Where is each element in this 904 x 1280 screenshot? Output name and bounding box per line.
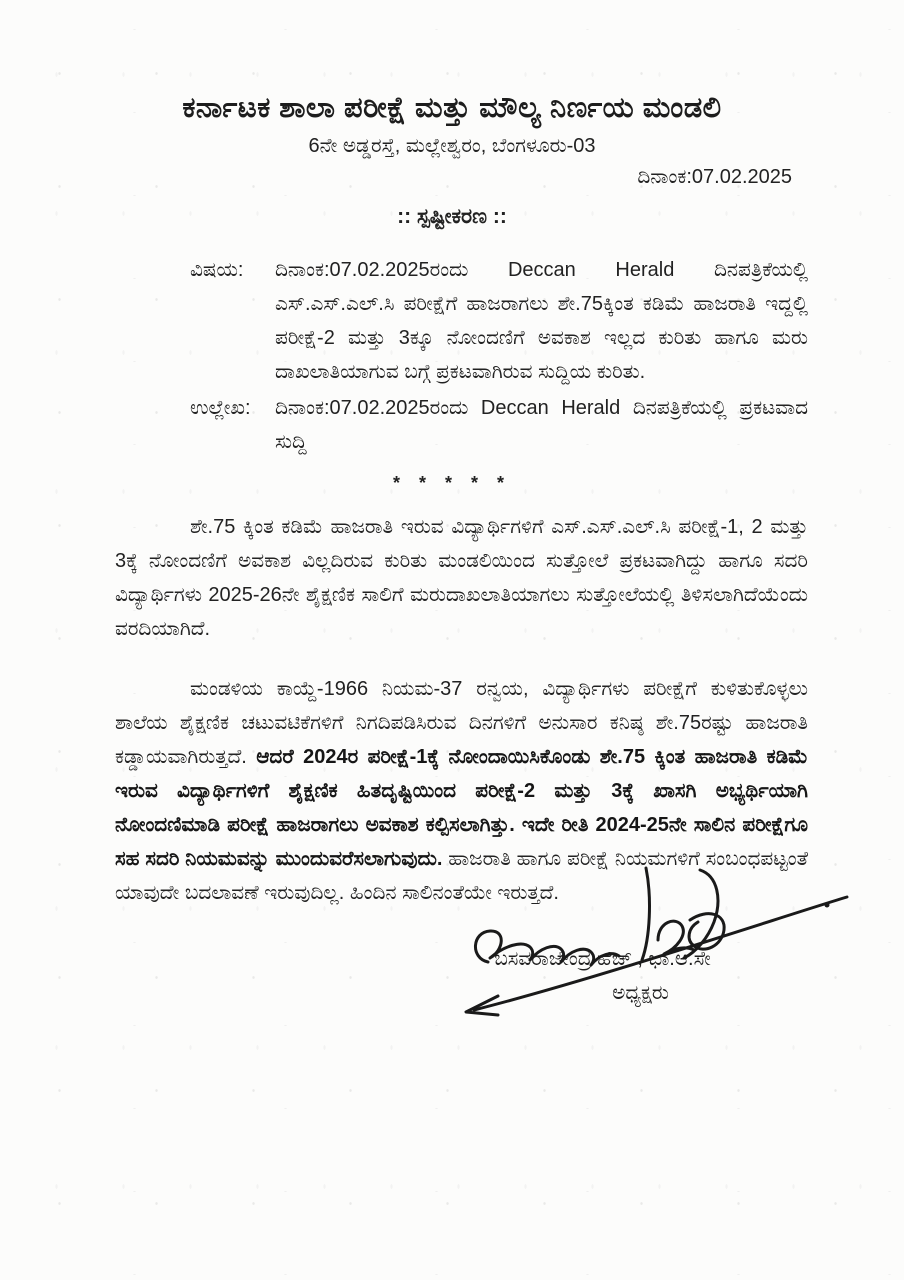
reference-label: ಉಲ್ಲೇಖ:	[190, 397, 251, 419]
doc-heading: :: ಸ್ಪಷ್ಟೀಕರಣ ::	[397, 205, 507, 228]
paragraph-2-bold: ಆದರೆ 2024ರ ಪರೀಕ್ಷೆ-1ಕ್ಕೆ ನೋಂದಾಯಿಸಿಕೊಂಡು ಶೇ.75 ಕ್ಕಿಂತ ಹಾಜರಾತಿ ಕಡಿಮೆ ಇರುವ ವಿದ್ಯಾರ್ಥಿಗಳಿಗೆ ಶೈಕ್ಷಣಿಕ ಹಿತದೃಷ್ಟಿಯಿಂದ ಪರೀಕ್ಷೆ-2 ಮತ್ತು 3ಕ್ಕೆ ಖಾಸಗಿ ಅಭ್ಯರ್ಥಿಯಾಗಿ ನೋಂದಣಿಮಾಡಿ ಪರೀಕ್ಷೆ ಹಾಜರಾಗಲು ಅವಕಾಶ ಕಲ್ಪಿಸಲಾಗಿತ್ತು. ಇದೇ ರೀತಿ 2024-25ನೇ ಸಾಲಿನ ಪರೀಕ್ಷೆಗೂ ಸಹ ಸದರಿ ನಿಯಮವನ್ನು ಮುಂದುವರೆಸಲಾಗುವುದು.	[115, 746, 808, 870]
signatory-block	[420, 944, 785, 1008]
paragraph-1: ಶೇ.75 ಕ್ಕಿಂತ ಕಡಿಮೆ ಹಾಜರಾತಿ ಇರುವ ವಿದ್ಯಾರ್ಥಿಗಳಿಗೆ ಎಸ್.ಎಸ್.ಎಲ್.ಸಿ ಪರೀಕ್ಷೆ-1, 2 ಮತ್ತು 3ಕ್ಕೆ ನೋಂದಣಿಗೆ ಅವಕಾಶ ವಿಲ್ಲದಿರುವ ಕುರಿತು ಮಂಡಲಿಯಿಂದ ಸುತ್ತೋಲೆ ಪ್ರಕಟವಾಗಿದ್ದು ಹಾಗೂ ಸದರಿ ವಿದ್ಯಾರ್ಥಿಗಳು 2025-26ನೇ ಶೈಕ್ಷಣಿಕ ಸಾಲಿಗೆ ಮರುದಾಖಲಾತಿಯಾಗಲು ಸುತ್ತೋಲೆಯಲ್ಲಿ ತಿಳಿಸಲಾಗಿದೆಯೆಂದು ವರದಿಯಾಗಿದೆ.	[115, 516, 808, 640]
paragraph-2-tail: ಹಾಜರಾತಿ ಹಾಗೂ ಪರೀಕ್ಷೆ ನಿಯಮಗಳಿಗೆ ಸಂಬಂಧಪಟ್ಟಂತೆ ಯಾವುದೇ ಬದಲಾವಣೆ ಇರುವುದಿಲ್ಲ. ಹಿಂದಿನ ಸಾಲಿನಂತೆಯೇ ಇರುತ್ತದೆ.	[115, 848, 809, 904]
separator-stars: * * * * *	[392, 473, 512, 493]
org-address: 6ನೇ ಅಡ್ಡರಸ್ತೆ, ಮಲ್ಲೇಶ್ವರಂ, ಬೆಂಗಳೂರು-03	[308, 135, 596, 157]
org-name: ಕರ್ನಾಟಕ ಶಾಲಾ ಪರೀಕ್ಷೆ ಮತ್ತು ಮೌಲ್ಯ ನಿರ್ಣಯ ಮಂಡಲಿ	[182, 92, 722, 124]
subject-row	[190, 253, 808, 389]
signatory-designation: ಅಧ್ಯಕ್ಷರು	[612, 982, 669, 1004]
signature-ink-dot	[825, 903, 830, 908]
letter-date: ದಿನಾಂಕ:07.02.2025	[637, 166, 792, 188]
signatory-name: ಬಸವರಾಜೇಂದ್ರ ಹೆಚ್., ಭಾ.ಆ.ಸೇ	[494, 948, 711, 970]
reference-row	[190, 391, 808, 459]
subject-reference-block	[190, 253, 808, 459]
subject-text: ದಿನಾಂಕ:07.02.2025ರಂದು Deccan Herald ದಿನಪತ್ರಿಕೆಯಲ್ಲಿ ಎಸ್.ಎಸ್.ಎಲ್.ಸಿ ಪರೀಕ್ಷೆಗೆ ಹಾಜರಾಗಲು ಶೇ.75ಕ್ಕಿಂತ ಕಡಿಮೆ ಹಾಜರಾತಿ ಇದ್ದಲ್ಲಿ ಪರೀಕ್ಷೆ-2 ಮತ್ತು 3ಕ್ಕೂ ನೋಂದಣಿಗೆ ಅವಕಾಶ ಇಲ್ಲದ ಕುರಿತು ಹಾಗೂ ಮರು ದಾಖಲಾತಿಯಾಗುವ ಬಗ್ಗೆ ಪ್ರಕಟವಾಗಿರುವ ಸುದ್ದಿಯ ಕುರಿತು.	[275, 259, 808, 383]
paragraph-2-normal: ಮಂಡಳಿಯ ಕಾಯ್ದೆ-1966 ನಿಯಮ-37 ರನ್ವಯ, ವಿದ್ಯಾರ್ಥಿಗಳು ಪರೀಕ್ಷೆಗೆ ಕುಳಿತುಕೊಳ್ಳಲು ಶಾಲೆಯ ಶೈಕ್ಷಣಿಕ ಚಟುವಟಿಕೆಗಳಿಗೆ ನಿಗದಿಪಡಿಸಿರುವ ದಿನಗಳಿಗೆ ಅನುಸಾರ ಕನಿಷ್ಠ ಶೇ.75ರಷ್ಟು ಹಾಜರಾತಿ ಕಡ್ಡಾಯವಾಗಿರುತ್ತದೆ.	[115, 678, 808, 768]
reference-text: ದಿನಾಂಕ:07.02.2025ರಂದು Deccan Herald ದಿನಪತ್ರಿಕೆಯಲ್ಲಿ ಪ್ರಕಟವಾದ ಸುದ್ದಿ	[275, 397, 808, 453]
paragraph-2	[115, 672, 808, 910]
subject-label: ವಿಷಯ:	[190, 259, 244, 281]
